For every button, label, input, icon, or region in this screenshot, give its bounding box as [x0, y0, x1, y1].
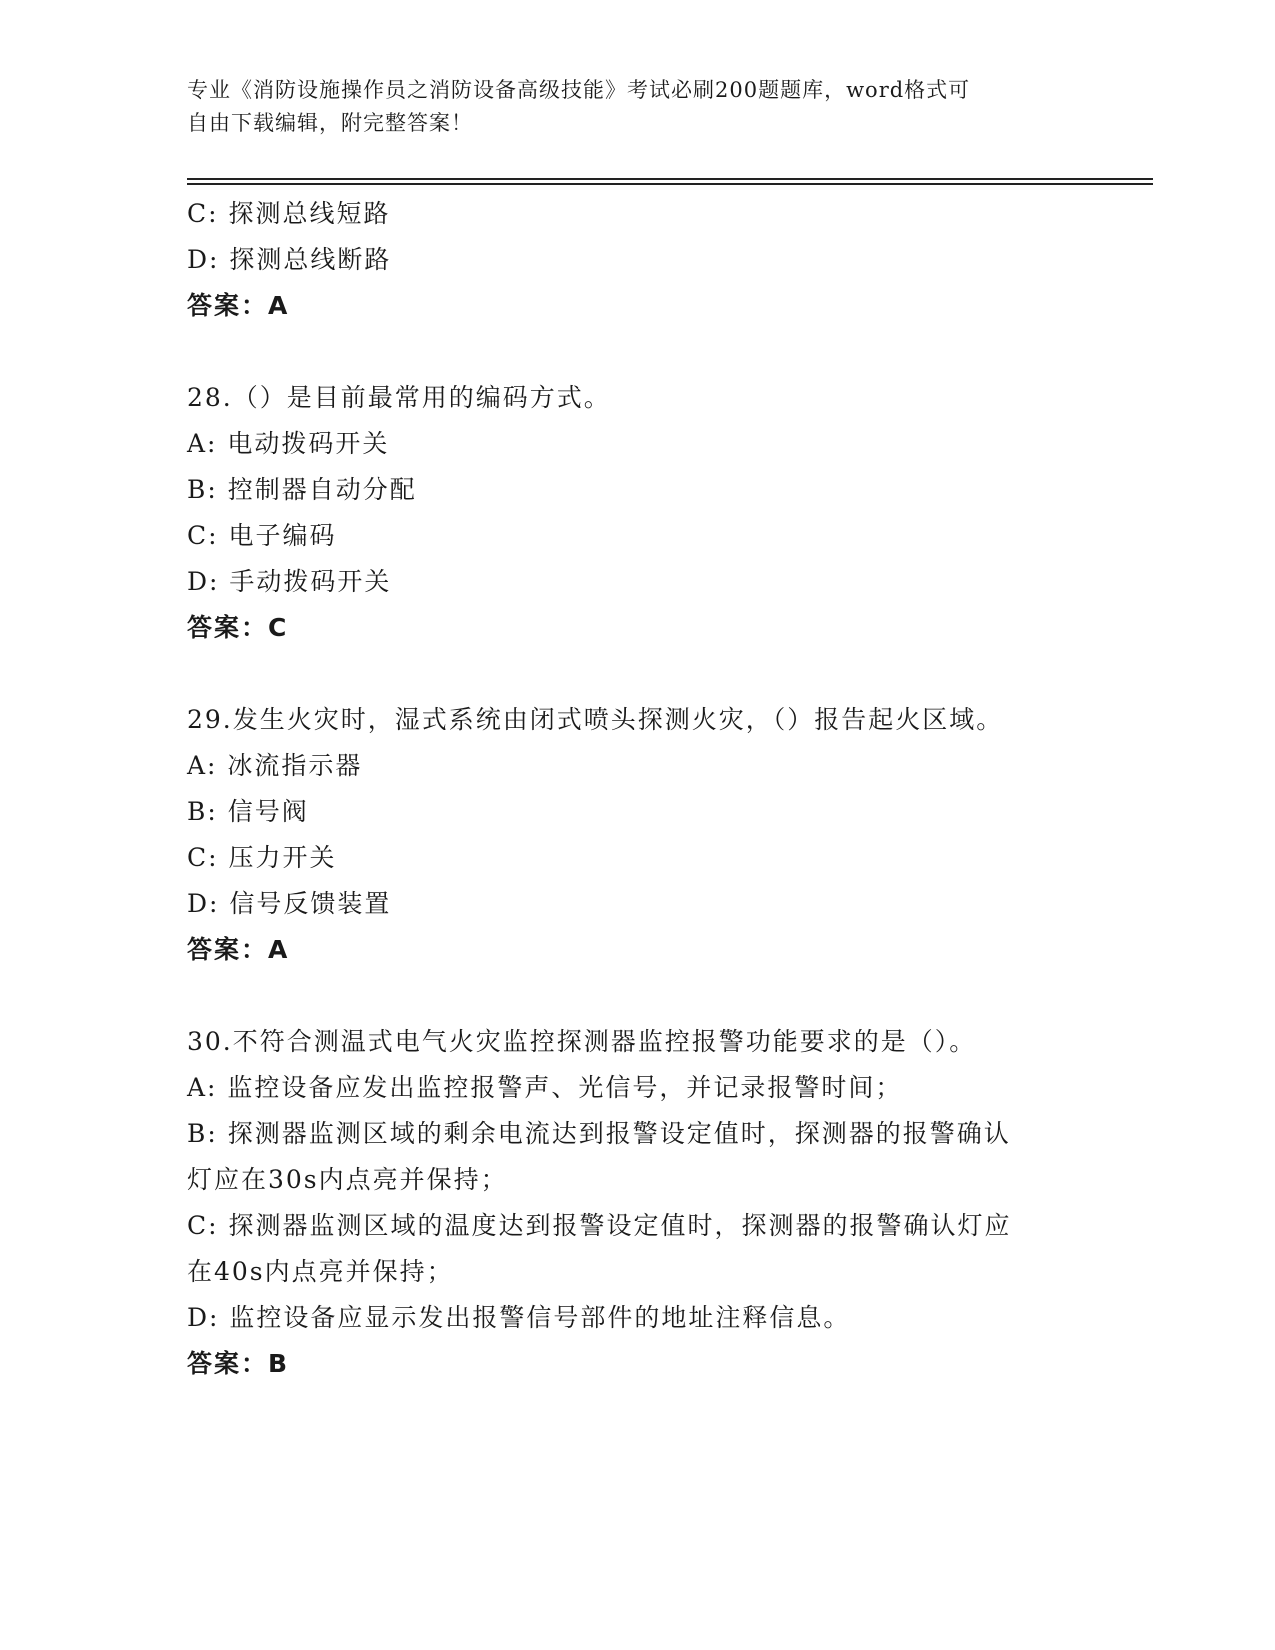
option-d: D: 信号反馈装置 [187, 889, 392, 918]
question-stem: 28.（）是目前最常用的编码方式。 [187, 383, 611, 412]
option-a: A: 冰流指示器 [187, 751, 363, 780]
header-divider-top [187, 178, 1153, 180]
option-d: D: 探测总线断路 [187, 245, 392, 274]
header-line-2: 自由下载编辑，附完整答案！ [187, 111, 473, 135]
question-30 [187, 1019, 1087, 1387]
question-spacer [187, 973, 1087, 1019]
option-c: C: 探测总线短路 [187, 199, 391, 228]
option-c: C: 探测器监测区域的温度达到报警设定值时，探测器的报警确认灯应 [187, 1211, 1012, 1240]
option-b: B: 探测器监测区域的剩余电流达到报警设定值时，探测器的报警确认 [187, 1119, 1011, 1148]
question-stem: 30.不符合测温式电气火灾监控探测器监控报警功能要求的是（）。 [187, 1027, 977, 1056]
question-stem: 29.发生火灾时，湿式系统由闭式喷头探测火灾，（）报告起火区域。 [187, 705, 1004, 734]
header-line-1: 专业《消防设施操作员之消防设备高级技能》考试必刷200题题库，word格式可 [187, 78, 971, 102]
option-a: A: 监控设备应发出监控报警声、光信号，并记录报警时间； [187, 1073, 903, 1102]
question-27-continuation [187, 191, 1087, 329]
option-c: C: 压力开关 [187, 843, 337, 872]
answer: 答案：B [187, 1349, 290, 1378]
option-b-continued: 灯应在30s内点亮并保持； [187, 1165, 508, 1194]
answer: 答案：C [187, 613, 289, 642]
option-a: A: 电动拨码开关 [187, 429, 390, 458]
question-spacer [187, 651, 1087, 697]
option-d: D: 手动拨码开关 [187, 567, 392, 596]
question-list [187, 191, 1087, 1387]
question-spacer [187, 329, 1087, 375]
answer: 答案：A [187, 291, 290, 320]
option-b: B: 控制器自动分配 [187, 475, 417, 504]
answer: 答案：A [187, 935, 290, 964]
document-header [187, 74, 1087, 140]
header-divider-bottom [187, 183, 1153, 185]
question-29 [187, 697, 1087, 973]
option-d: D: 监控设备应显示发出报警信号部件的地址注释信息。 [187, 1303, 851, 1332]
option-b: B: 信号阀 [187, 797, 309, 826]
question-28 [187, 375, 1087, 651]
option-c-continued: 在40s内点亮并保持； [187, 1257, 454, 1286]
option-c: C: 电子编码 [187, 521, 337, 550]
